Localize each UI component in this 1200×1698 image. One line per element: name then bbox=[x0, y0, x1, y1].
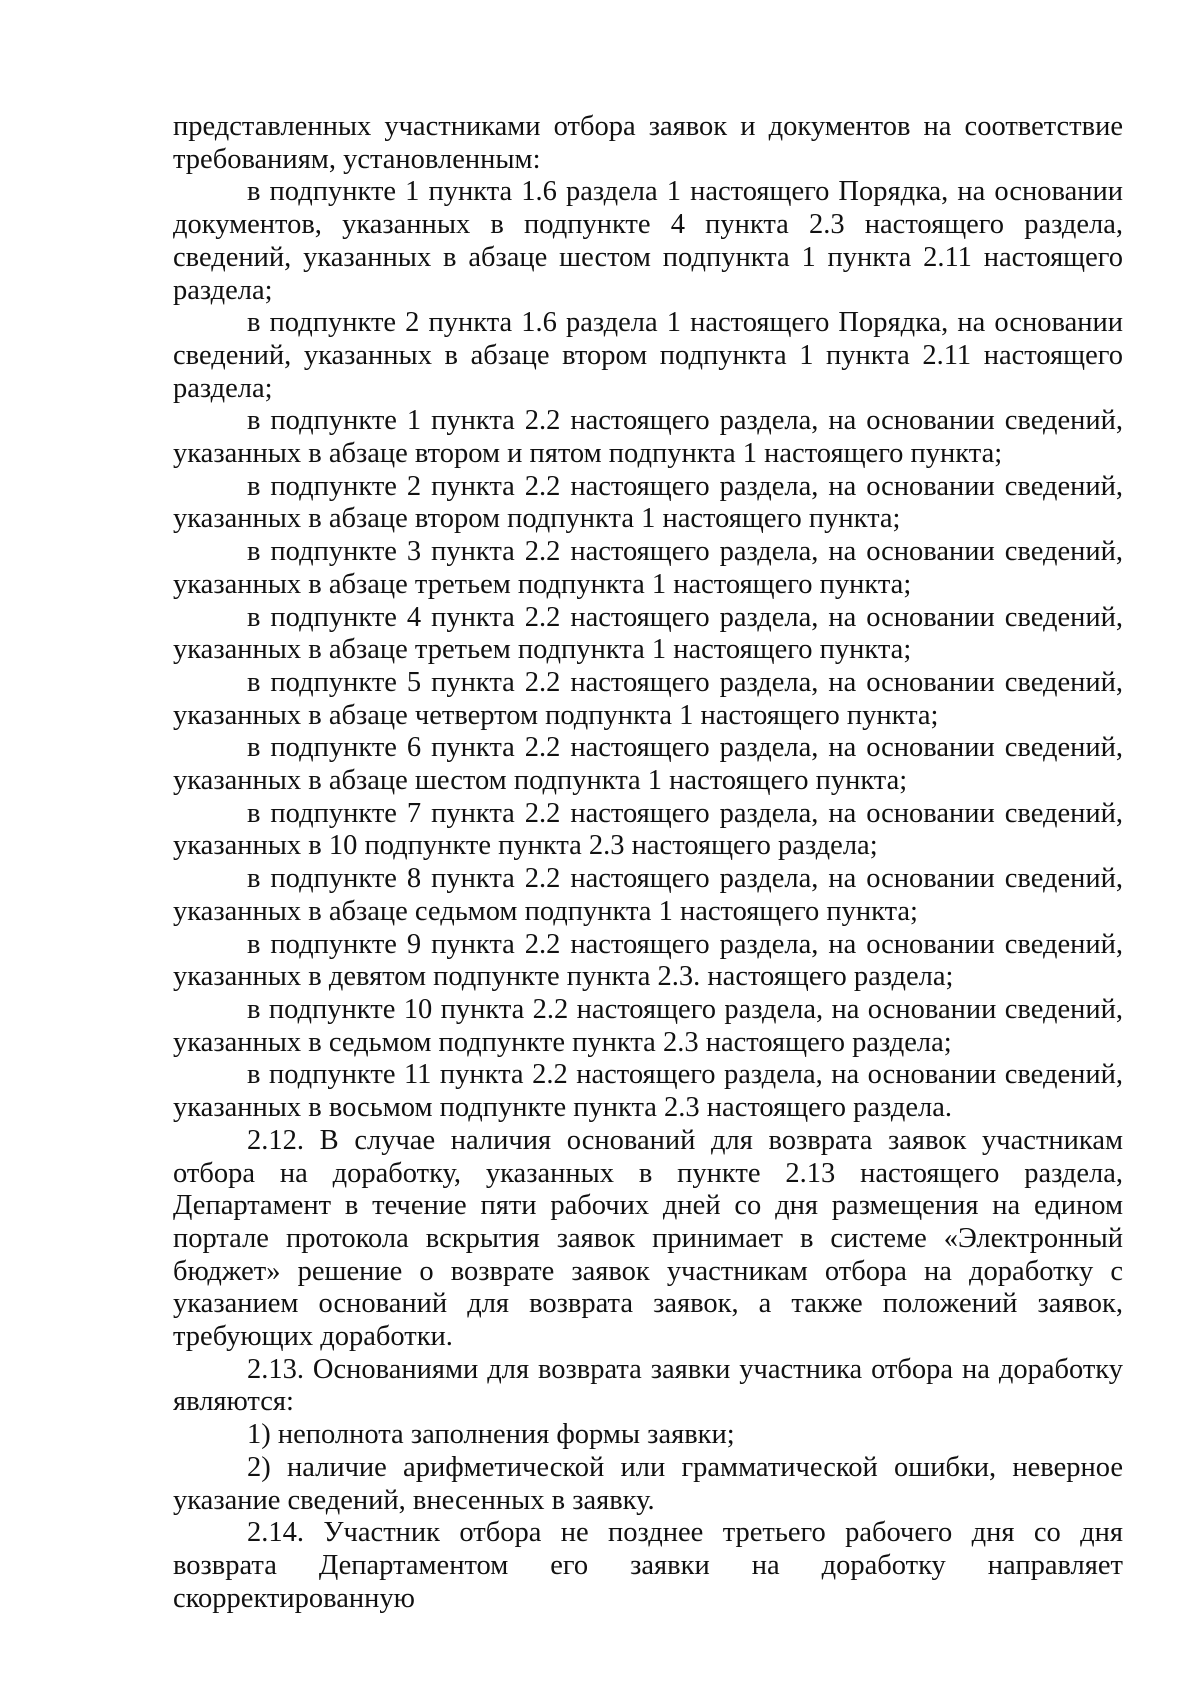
paragraph-item-2-2-sub8: в подпункте 8 пункта 2.2 настоящего раздела, на основании сведений, указанных в абзаце седьмом подпункта 1 настоящего пункта; bbox=[173, 863, 1123, 927]
paragraph-item-2-2-sub5: в подпункте 5 пункта 2.2 настоящего раздела, на основании сведений, указанных в абзаце четвертом подпункта 1 настоящего пункта; bbox=[173, 666, 1123, 731]
paragraph-item-2-2-sub6: в подпункте 6 пункта 2.2 настоящего раздела, на основании сведений, указанных в абзаце шестом подпункта 1 настоящего пункта; bbox=[173, 732, 1123, 797]
paragraph-list-item-2: 2) наличие арифметической или грамматической ошибки, неверное указание сведений, внесенных в заявку. bbox=[173, 1451, 1123, 1516]
paragraph-item-2-2-sub11: в подпункте 11 пункта 2.2 настоящего раздела, на основании сведений, указанных в восьмом подпункте пункта 2.3 настоящего раздела. bbox=[173, 1059, 1123, 1124]
paragraph-item-2-2-sub3: в подпункте 3 пункта 2.2 настоящего раздела, на основании сведений, указанных в абзаце третьем подпункта 1 настоящего пункта; bbox=[173, 536, 1123, 600]
paragraph-item-2-2-sub4: в подпункте 4 пункта 2.2 настоящего раздела, на основании сведений, указанных в абзаце третьем подпункта 1 настоящего пункта; bbox=[173, 601, 1123, 666]
paragraph-item-2-2-sub9: в подпункте 9 пункта 2.2 настоящего раздела, на основании сведений, указанных в девятом подпункте пункта 2.3. настоящего раздела; bbox=[173, 928, 1123, 993]
paragraph-item-1-6-sub2: в подпункте 2 пункта 1.6 раздела 1 настоящего Порядка, на основании сведений, указанных в абзаце втором подпункта 1 пункта 2.11 настоящего раздела; bbox=[173, 307, 1123, 404]
paragraph-item-2-2-sub2: в подпункте 2 пункта 2.2 настоящего раздела, на основании сведений, указанных в абзаце втором подпункта 1 настоящего пункта; bbox=[173, 470, 1123, 535]
paragraph-list-item-1: 1) неполнота заполнения формы заявки; bbox=[247, 1419, 735, 1451]
paragraph-continuation: представленных участниками отбора заявок и документов на соответствие требованиям, установленным: bbox=[173, 111, 1123, 175]
paragraph-item-2-2-sub7: в подпункте 7 пункта 2.2 настоящего раздела, на основании сведений, указанных в 10 подпункте пункта 2.3 настоящего раздела; bbox=[173, 797, 1123, 862]
paragraph-section-2-14: 2.14. Участник отбора не позднее третьего рабочего дня со дня возврата Департаментом его заявки на доработку направляет скорректированную bbox=[173, 1517, 1123, 1614]
paragraph-section-2-12: 2.12. В случае наличия оснований для возврата заявок участникам отбора на доработку, указанных в пункте 2.13 настоящего раздела, Департамент в течение пяти рабочих дней со дня размещения на едином портале протокола вскрытия заявок принимает в системе «Электронный бюджет» решение о возврате заявок участникам отбора на доработку с указанием оснований для возврата заявок, а также положений заявок, требующих доработки. bbox=[173, 1124, 1123, 1353]
paragraph-item-2-2-sub10: в подпункте 10 пункта 2.2 настоящего раздела, на основании сведений, указанных в седьмом подпункте пункта 2.3 настоящего раздела; bbox=[173, 993, 1123, 1058]
document-page bbox=[173, 111, 1123, 1615]
paragraph-item-2-2-sub1: в подпункте 1 пункта 2.2 настоящего раздела, на основании сведений, указанных в абзаце втором и пятом подпункта 1 настоящего пункта; bbox=[173, 405, 1123, 470]
paragraph-section-2-13: 2.13. Основаниями для возврата заявки участника отбора на доработку являются: bbox=[173, 1353, 1123, 1418]
paragraph-item-1-6-sub1: в подпункте 1 пункта 1.6 раздела 1 настоящего Порядка, на основании документов, указанных в подпункте 4 пункта 2.3 настоящего раздела, сведений, указанных в абзаце шестом подпункта 1 пункта 2.11 настоящего раздела; bbox=[173, 176, 1123, 306]
